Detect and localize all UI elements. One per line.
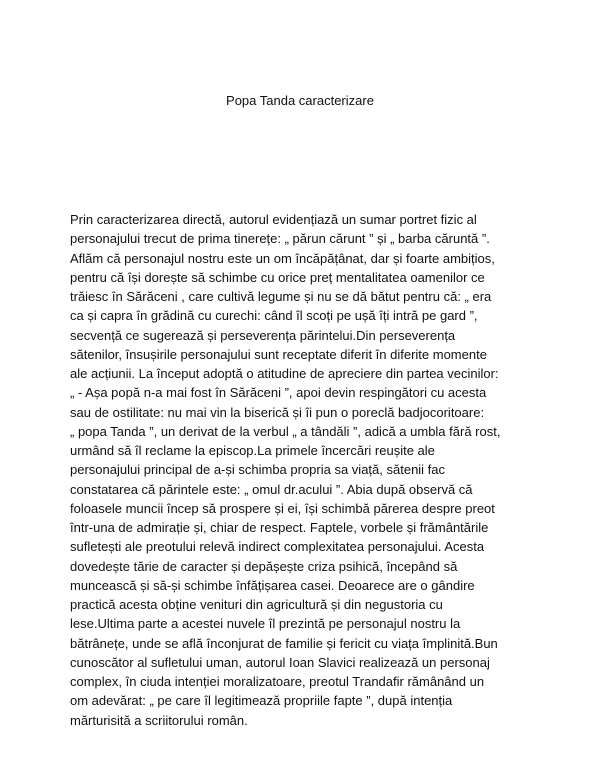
- document-body: [70, 210, 550, 730]
- body-line: „ popa Tanda ”, un derivat de la verbul „ a tândăli ”, adică a umbla fără rost,: [70, 423, 501, 439]
- body-line: cunoscător al sufletului uman, autorul Ioan Slavici realizează un personaj: [70, 654, 490, 670]
- body-line: ale acțiunii. La început adoptă o atitudine de apreciere din partea vecinilor:: [70, 366, 499, 381]
- body-line: om adevărat: „ pe care îl legitimează propriile fapte ”, după intenția: [70, 693, 453, 709]
- body-line: sau de ostilitate: nu mai vin la biserică și îi pun o poreclă badjocoritoare:: [70, 404, 485, 420]
- body-line: mărturisită a scriitorului român.: [70, 712, 248, 728]
- body-line: complex, în ciuda intenției moralizatoare, preotul Trandafir rămânând un: [70, 674, 485, 689]
- body-line: „ - Așa popă n-a mai fost în Sărăceni ”, apoi devin respingători cu acesta: [70, 385, 487, 401]
- body-line: urmând să îl reclame la episcop.La primele încercări reușite ale: [70, 443, 435, 458]
- body-line: practică acesta obține venituri din agricultură și din negustoria cu: [70, 597, 443, 612]
- body-line: sătenilor, însușirile personajului sunt receptate diferit în diferite momente: [70, 346, 487, 362]
- body-line: muncească și să-și schimbe înfățișarea casei. Deoarece are o gândire: [70, 577, 475, 593]
- body-line: într-una de admirație și, chiar de respect. Faptele, vorbele și frământările: [70, 520, 489, 535]
- body-line: constatarea că părintele este: „ omul dr.acului ”. Abia după observă că: [70, 481, 473, 497]
- body-line: Prin caracterizarea directă, autorul evidențiază un sumar portret fizic al: [70, 212, 477, 227]
- body-line: lese.Ultima parte a acestei nuvele îl prezintă pe personajul nostru la: [70, 616, 461, 632]
- body-line: bătrânețe, unde se află înconjurat de familie și fericit cu viața împlinită.Bun: [70, 635, 498, 651]
- body-line: personajului trecut de prima tinerețe: „ părun cărunt ” și „ barba căruntă ”.: [70, 231, 490, 247]
- body-line: dovedește tărie de caracter și depășește criza psihică, începând să: [70, 558, 458, 574]
- body-line: sufletești ale preotului relevă indirect complexitatea personajului. Acesta: [70, 539, 485, 555]
- document-title: Popa Tanda caracterizare: [226, 93, 374, 108]
- body-line: trăiesc în Sărăceni , care cultivă legume și nu se dă bătut pentru că: „ era: [70, 289, 492, 304]
- body-line: foloasele muncii încep să prospere și ei, își schimbă părerea despre preot: [70, 500, 495, 516]
- body-line: personajului principal de a-și schimba propria sa viață, sătenii fac: [70, 462, 446, 478]
- body-line: secvență ce sugerează și perseverența părintelui.Din perseverența: [70, 327, 456, 343]
- body-line: ca și capra în grădină cu curechi: când îl scoți pe ușă îți intră pe gard ”,: [70, 308, 478, 324]
- body-line: pentru că își dorește să schimbe cu orice preț mentalitatea oamenilor ce: [70, 269, 485, 285]
- body-line: Aflăm că personajul nostru este un om încăpățânat, dar și foarte ambițios,: [70, 250, 495, 266]
